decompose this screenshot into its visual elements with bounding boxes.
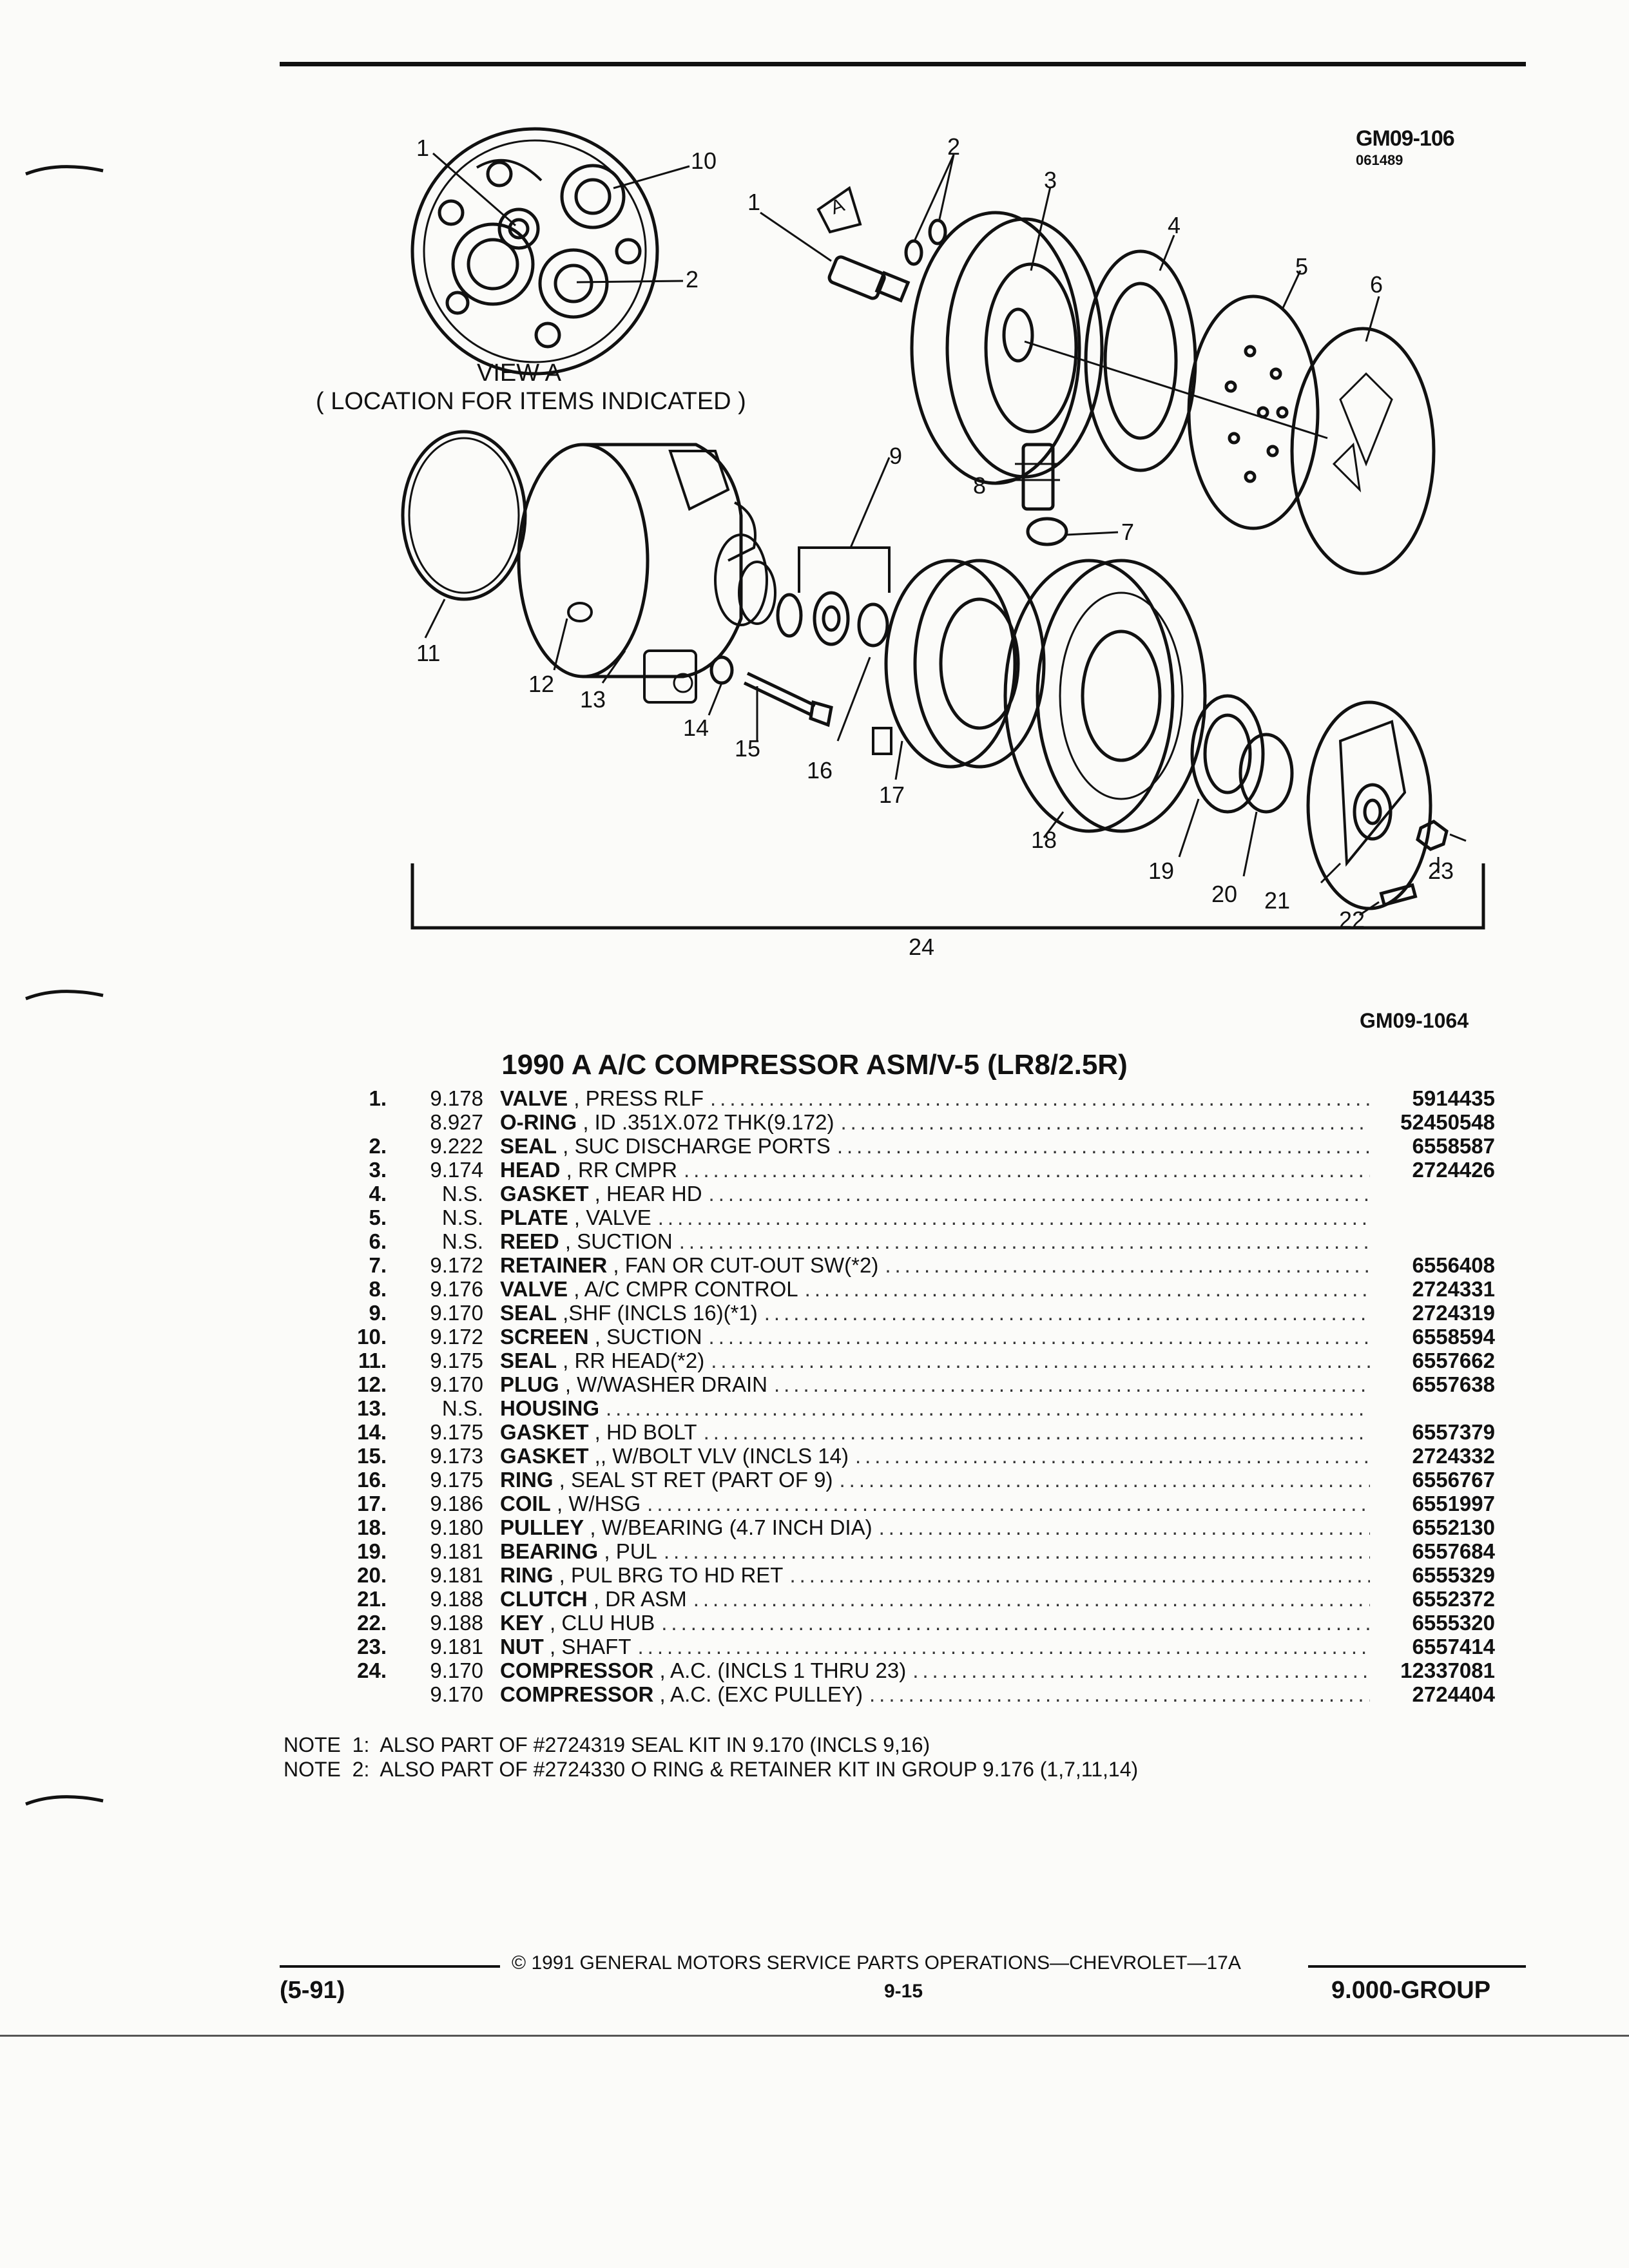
part-detail: , A.C. (EXC PULLEY) (653, 1682, 863, 1706)
part-description (483, 1372, 1379, 1396)
callout-6: 6 (1370, 271, 1383, 298)
group-number: 9.181 (430, 1539, 483, 1563)
part-detail: , W/WASHER DRAIN (559, 1372, 767, 1396)
part-detail: , W/HSG (550, 1492, 641, 1515)
part-description (483, 1587, 1379, 1611)
part-description (483, 1658, 1379, 1682)
part-number: 52450548 (1400, 1110, 1495, 1134)
part-detail: ,SHF (INCLS 16)(*1) (557, 1301, 758, 1325)
bottom-edge-rule (0, 2035, 1629, 2037)
part-name: VALVE (500, 1086, 568, 1110)
callout-20: 20 (1211, 881, 1238, 907)
item-number: 15. (357, 1444, 387, 1468)
part-name: REED (500, 1229, 559, 1253)
item-18-pulley (1005, 561, 1205, 838)
item-number: 3. (369, 1158, 387, 1182)
item-number: 18. (357, 1515, 387, 1539)
callout-5: 5 (1295, 253, 1309, 280)
parts-row (284, 1086, 1495, 1110)
item-number: 7. (369, 1253, 387, 1277)
part-description (483, 1134, 1379, 1158)
part-description (483, 1086, 1379, 1110)
leader-dots (764, 1301, 1370, 1325)
group-number: N.S. (441, 1229, 483, 1253)
leader-dots (709, 1182, 1370, 1206)
callout-13: 13 (580, 686, 606, 713)
leader-dots (638, 1635, 1370, 1658)
part-name: CLUTCH (500, 1587, 588, 1611)
parts-row (284, 1158, 1495, 1182)
view-callout-2: 2 (686, 266, 699, 293)
group-number: 9.188 (430, 1587, 483, 1611)
view-callout-10: 10 (691, 148, 717, 174)
part-description (483, 1229, 1379, 1253)
group-number: 9.175 (430, 1420, 483, 1444)
page-number: 9-15 (884, 1981, 923, 2002)
part-detail: , RR CMPR (560, 1158, 678, 1182)
parts-row (284, 1635, 1495, 1658)
callout-4: 4 (1168, 212, 1181, 238)
part-detail: ,, W/BOLT VLV (INCLS 14) (588, 1444, 849, 1468)
parts-row (284, 1396, 1495, 1420)
exploded-parts-diagram (0, 0, 1629, 1005)
leader-dots (837, 1134, 1370, 1158)
part-number: 6555320 (1412, 1611, 1495, 1635)
leader-dots (679, 1229, 1370, 1253)
item-number: 1. (369, 1086, 387, 1110)
part-name: HOUSING (500, 1396, 600, 1420)
part-name: RETAINER (500, 1253, 608, 1277)
parts-row (284, 1110, 1495, 1134)
item-number: 17. (357, 1492, 387, 1515)
callout-1: 1 (747, 189, 761, 215)
part-number: 6557638 (1412, 1372, 1495, 1396)
item-number: 6. (369, 1229, 387, 1253)
part-detail: , SUC DISCHARGE PORTS (557, 1134, 831, 1158)
part-description (483, 1325, 1379, 1349)
part-description (483, 1682, 1379, 1706)
part-description (483, 1444, 1379, 1468)
leader-dots (647, 1492, 1370, 1515)
footer-group: 9.000-GROUP (1331, 1977, 1491, 2004)
part-detail: , FAN OR CUT-OUT SW(*2) (607, 1253, 879, 1277)
part-detail: , SUCTION (588, 1325, 702, 1349)
item-number: 11. (358, 1349, 387, 1372)
parts-row (284, 1444, 1495, 1468)
part-name: RING (500, 1563, 554, 1587)
part-description (483, 1420, 1379, 1444)
part-description (483, 1110, 1379, 1134)
leader-dots (709, 1325, 1370, 1349)
part-number: 2724319 (1412, 1301, 1495, 1325)
part-number: 2724331 (1412, 1277, 1495, 1301)
parts-row (284, 1587, 1495, 1611)
parts-row (284, 1372, 1495, 1396)
part-number: 2724404 (1412, 1682, 1495, 1706)
parts-row (284, 1420, 1495, 1444)
parts-list-title: 1990 A A/C COMPRESSOR ASM/V-5 (LR8/2.5R) (501, 1049, 1128, 1081)
part-number: 6552130 (1412, 1515, 1495, 1539)
part-detail: , CLU HUB (543, 1611, 655, 1635)
part-description (483, 1253, 1379, 1277)
footer-rule-right (1308, 1965, 1526, 1968)
parts-row (284, 1468, 1495, 1492)
part-detail: , DR ASM (587, 1587, 687, 1611)
leader-dots (789, 1563, 1370, 1587)
part-detail: , SHAFT (543, 1635, 631, 1658)
item-number: 22. (357, 1611, 387, 1635)
parts-row (284, 1515, 1495, 1539)
figure-id-sub: 061489 (1356, 152, 1403, 168)
group-number: 9.186 (430, 1492, 483, 1515)
part-detail: , A/C CMPR CONTROL (568, 1277, 798, 1301)
item-15-bolt (744, 673, 831, 741)
leader-dots (606, 1396, 1370, 1420)
footer-rule-left (280, 1965, 500, 1968)
part-number: 2724426 (1412, 1158, 1495, 1182)
item-number: 21. (357, 1587, 387, 1611)
leader-dots (661, 1611, 1370, 1635)
item-21-clutch (1308, 702, 1431, 908)
item-number (284, 1110, 387, 1134)
part-detail: , A.C. (INCLS 1 THRU 23) (653, 1658, 907, 1682)
figure-ref: GM09-1064 (1360, 1009, 1469, 1032)
callout-17: 17 (879, 782, 905, 808)
item-1-valve (760, 213, 908, 300)
item-11-oring (403, 432, 525, 599)
parts-list (284, 1086, 1495, 1706)
part-detail: , SEAL ST RET (PART OF 9) (553, 1468, 833, 1492)
parts-row (284, 1611, 1495, 1635)
part-number: 5914435 (1412, 1086, 1495, 1110)
group-number: 9.170 (430, 1372, 483, 1396)
leader-dots (912, 1658, 1370, 1682)
part-number (1379, 1396, 1495, 1420)
item-number: 23. (357, 1635, 387, 1658)
parts-row (284, 1492, 1495, 1515)
callout-12: 12 (528, 671, 555, 697)
part-description (483, 1539, 1379, 1563)
part-description (483, 1206, 1379, 1229)
part-description (483, 1277, 1379, 1301)
parts-row (284, 1539, 1495, 1563)
callout-18: 18 (1031, 827, 1057, 853)
view-a-label: VIEW A (477, 360, 561, 387)
part-description (483, 1349, 1379, 1372)
part-number: 6552372 (1412, 1587, 1495, 1611)
leader-dots (684, 1158, 1370, 1182)
leader-dots (879, 1515, 1370, 1539)
group-number: 9.181 (430, 1563, 483, 1587)
leader-dots (885, 1253, 1370, 1277)
part-number: 12337081 (1400, 1658, 1495, 1682)
part-detail: , HD BOLT (588, 1420, 697, 1444)
parts-row (284, 1301, 1495, 1325)
callout-11: 11 (416, 640, 441, 666)
leader-dots (855, 1444, 1370, 1468)
group-number: 9.172 (430, 1253, 483, 1277)
parts-row (284, 1349, 1495, 1372)
group-number: 9.181 (430, 1635, 483, 1658)
callout-8: 8 (973, 472, 987, 499)
view-callout-1: 1 (416, 135, 430, 161)
group-number: 9.170 (430, 1301, 483, 1325)
part-description (483, 1396, 1379, 1420)
item-13-housing (519, 445, 775, 702)
callout-24: 24 (909, 934, 935, 960)
part-description (483, 1635, 1379, 1658)
item-number: 4. (369, 1182, 387, 1206)
part-description (483, 1301, 1379, 1325)
part-name: VALVE (500, 1277, 568, 1301)
callout-14: 14 (683, 715, 709, 741)
callout-19: 19 (1148, 858, 1175, 884)
item-number: 8. (369, 1277, 387, 1301)
group-number: N.S. (441, 1206, 483, 1229)
group-number: N.S. (441, 1396, 483, 1420)
part-number: 6557414 (1412, 1635, 1495, 1658)
leader-dots (774, 1372, 1370, 1396)
group-number: 9.180 (430, 1515, 483, 1539)
parts-row (284, 1206, 1495, 1229)
item-9-seal-group (778, 457, 889, 741)
group-number: 9.222 (430, 1134, 483, 1158)
part-name: RING (500, 1468, 554, 1492)
part-description (483, 1468, 1379, 1492)
leader-dots (658, 1206, 1370, 1229)
part-name: SEAL (500, 1301, 557, 1325)
item-number: 2. (369, 1134, 387, 1158)
leader-dots (711, 1349, 1370, 1372)
part-description (483, 1158, 1379, 1182)
item-number: 14. (357, 1420, 387, 1444)
callout-21: 21 (1264, 887, 1291, 914)
parts-row (284, 1134, 1495, 1158)
part-detail: , SUCTION (559, 1229, 673, 1253)
callout-23: 23 (1428, 858, 1454, 884)
part-number: 6557684 (1412, 1539, 1495, 1563)
part-detail: , PUL BRG TO HD RET (553, 1563, 784, 1587)
item-number: 19. (357, 1539, 387, 1563)
part-number: 6557379 (1412, 1420, 1495, 1444)
leader-dots (704, 1420, 1370, 1444)
callout-7: 7 (1121, 519, 1135, 545)
part-detail: , ID .351X.072 THK(9.172) (577, 1110, 834, 1134)
parts-row (284, 1325, 1495, 1349)
parts-row (284, 1253, 1495, 1277)
item-number: 24. (357, 1658, 387, 1682)
part-name: PLUG (500, 1372, 559, 1396)
part-name: PULLEY (500, 1515, 584, 1539)
copyright-line: © 1991 GENERAL MOTORS SERVICE PARTS OPERATIONS—CHEVROLET—17A (512, 1952, 1241, 1974)
callout-2: 2 (947, 133, 961, 160)
group-number: 9.173 (430, 1444, 483, 1468)
part-description (483, 1611, 1379, 1635)
part-number: 6551997 (1412, 1492, 1495, 1515)
item-6-reed (1292, 296, 1434, 573)
part-name: KEY (500, 1611, 544, 1635)
part-name: COMPRESSOR (500, 1682, 654, 1706)
part-description (483, 1515, 1379, 1539)
part-name: NUT (500, 1635, 544, 1658)
callout-3: 3 (1044, 167, 1057, 193)
part-description (483, 1182, 1379, 1206)
group-number: 9.188 (430, 1611, 483, 1635)
group-number: 9.170 (430, 1658, 483, 1682)
part-detail: , VALVE (568, 1206, 651, 1229)
group-number: 9.175 (430, 1349, 483, 1372)
part-number: 6558594 (1412, 1325, 1495, 1349)
leader-dots (710, 1086, 1370, 1110)
parts-row (284, 1658, 1495, 1682)
part-number: 6556767 (1412, 1468, 1495, 1492)
item-number: 12. (357, 1372, 387, 1396)
part-number: 6557662 (1412, 1349, 1495, 1372)
part-name: SEAL (500, 1349, 557, 1372)
item-number: 16. (357, 1468, 387, 1492)
figure-id: GM09-106 (1356, 126, 1454, 151)
leader-dots (840, 1110, 1370, 1134)
part-description (483, 1492, 1379, 1515)
part-description (483, 1563, 1379, 1587)
part-name: SCREEN (500, 1325, 589, 1349)
parts-row (284, 1277, 1495, 1301)
note-1: NOTE 1: ALSO PART OF #2724319 SEAL KIT IN 9.170 (INCLS 9,16) (284, 1733, 930, 1756)
item-number: 10. (357, 1325, 387, 1349)
part-name: O-RING (500, 1110, 577, 1134)
part-number (1379, 1182, 1495, 1206)
callout-16: 16 (807, 757, 833, 783)
group-number: 9.174 (430, 1158, 483, 1182)
item-number (284, 1682, 387, 1706)
parts-row (284, 1182, 1495, 1206)
part-name: PLATE (500, 1206, 568, 1229)
note-2: NOTE 2: ALSO PART OF #2724330 O RING & RETAINER KIT IN GROUP 9.176 (1,7,11,14) (284, 1758, 1139, 1781)
item-22-key (1360, 885, 1415, 915)
item-number: 13. (357, 1396, 387, 1420)
view-a-marker-letter: A (827, 194, 847, 219)
part-detail: , W/BEARING (4.7 INCH DIA) (584, 1515, 872, 1539)
leader-dots (840, 1468, 1370, 1492)
item-number: 5. (369, 1206, 387, 1229)
callout-15: 15 (735, 735, 761, 762)
view-a-head (412, 129, 657, 374)
part-name: GASKET (500, 1182, 589, 1206)
part-number: 2724332 (1412, 1444, 1495, 1468)
footer-date: (5-91) (280, 1977, 345, 2004)
group-number: 8.927 (430, 1110, 483, 1134)
part-name: HEAD (500, 1158, 561, 1182)
item-7-retainer (1028, 519, 1118, 544)
item-number: 9. (369, 1301, 387, 1325)
part-name: GASKET (500, 1444, 589, 1468)
part-name: SEAL (500, 1134, 557, 1158)
part-detail: , HEAR HD (588, 1182, 702, 1206)
part-detail: , PRESS RLF (568, 1086, 704, 1110)
callout-22: 22 (1339, 907, 1365, 933)
parts-row (284, 1229, 1495, 1253)
group-number: 9.175 (430, 1468, 483, 1492)
callout-9: 9 (889, 443, 903, 469)
item-19-bearing (1179, 696, 1263, 857)
item-number: 20. (357, 1563, 387, 1587)
part-detail: , PUL (598, 1539, 657, 1563)
view-a-caption: ( LOCATION FOR ITEMS INDICATED ) (316, 388, 746, 415)
group-number: 9.176 (430, 1277, 483, 1301)
part-number: 6558587 (1412, 1134, 1495, 1158)
part-name: COIL (500, 1492, 551, 1515)
part-number: 6555329 (1412, 1563, 1495, 1587)
item-3-head (912, 187, 1102, 483)
part-detail: , RR HEAD(*2) (557, 1349, 705, 1372)
part-name: COMPRESSOR (500, 1658, 654, 1682)
item-17-coil (873, 561, 1044, 780)
part-number: 6556408 (1412, 1253, 1495, 1277)
leader-dots (805, 1277, 1370, 1301)
leader-dots (664, 1539, 1370, 1563)
group-number: N.S. (441, 1182, 483, 1206)
part-name: GASKET (500, 1420, 589, 1444)
group-number: 9.178 (430, 1086, 483, 1110)
group-number: 9.170 (430, 1682, 483, 1706)
leader-dots (869, 1682, 1370, 1706)
parts-row (284, 1682, 1495, 1706)
group-number: 9.172 (430, 1325, 483, 1349)
part-number (1379, 1206, 1495, 1229)
part-number (1379, 1229, 1495, 1253)
item-20-ring (1240, 735, 1292, 876)
leader-dots (693, 1587, 1370, 1611)
part-name: BEARING (500, 1539, 599, 1563)
parts-row (284, 1563, 1495, 1587)
